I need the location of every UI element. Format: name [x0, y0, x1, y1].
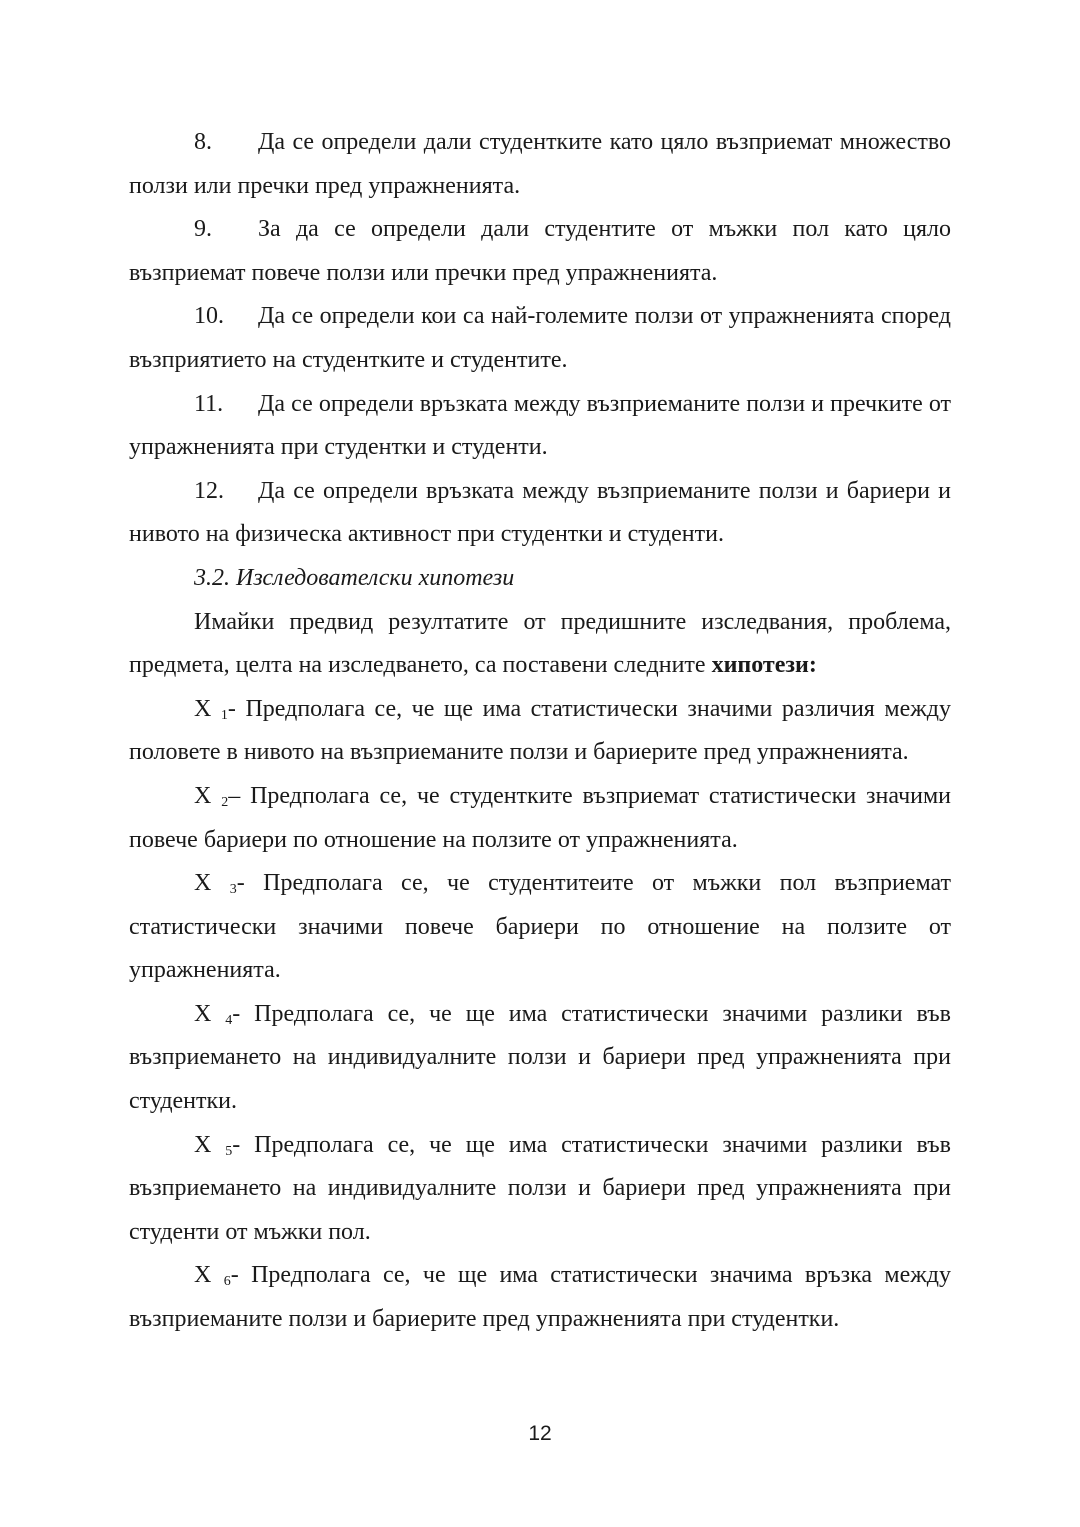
section-intro	[129, 601, 951, 688]
intro-text: Имайки предвид резултатите от предишните изследвания, проблема, предмета, целта на изследването, са поставени следните	[129, 608, 951, 679]
hypothesis-1	[129, 688, 951, 775]
hypothesis-separator: -	[227, 695, 236, 722]
intro-bold-term: хипотези:	[711, 652, 817, 679]
hypothesis-3	[129, 862, 951, 993]
hypothesis-id: Х $_4$	[194, 1000, 233, 1028]
item-text: За да се определи дали студентите от мъжки пол като цяло възприемат повече ползи или пречки пред упражненията.	[129, 216, 951, 286]
numbered-item-8	[129, 121, 951, 208]
hypothesis-2	[129, 775, 951, 862]
hypothesis-text: Предполага се, че ще има статистически значими разлики във възприемането на индивидуалните ползи и бариери пред упражненията при студентки.	[129, 1000, 952, 1115]
hypothesis-text: Предполага се, че студентитеите от мъжки пол възприемат статистически значими повече бариери по отношение на ползите от упражненията.	[129, 870, 952, 984]
hypothesis-5	[129, 1124, 951, 1255]
item-number: 9.	[194, 216, 212, 243]
numbered-item-9	[129, 208, 951, 295]
item-text: Да се определи връзката между възприеманите ползи и бариери и нивото на физическа активност при студентки и студенти.	[129, 477, 951, 548]
hypothesis-id: Х $_1$	[194, 695, 228, 723]
page-number: 12	[528, 1422, 552, 1445]
hypothesis-separator: -	[236, 870, 245, 897]
item-number: 12.	[194, 477, 224, 504]
numbered-item-12	[129, 470, 951, 557]
item-text: Да се определи дали студентките като цяло възприемат множество ползи или пречки пред упражненията.	[129, 129, 951, 199]
hypothesis-text: Предполага се, че ще има статистически значими разлики във възприемането на индивидуалните ползи и бариери пред упражненията при студенти от мъжки пол.	[129, 1131, 952, 1245]
hypothesis-text: Предполага се, че студентките възприемат статистически значими повече бариери по отношение на ползите от упражненията.	[129, 782, 952, 853]
hypothesis-separator: -	[230, 1262, 239, 1289]
section-heading: 3.2. Изследователски хипотези	[194, 564, 515, 591]
hypothesis-id: Х $_5$	[194, 1131, 233, 1159]
hypothesis-separator: –	[228, 782, 241, 809]
hypothesis-text: Предполага се, че ще има статистически значима връзка между възприеманите ползи и бариерите пред упражненията при студентки.	[129, 1262, 952, 1333]
page-content	[129, 121, 951, 1342]
numbered-item-10	[129, 295, 951, 382]
numbered-item-11	[129, 383, 951, 470]
item-number: 8.	[194, 129, 212, 155]
hypothesis-id: Х $_3$	[194, 870, 237, 898]
item-text: Да се определи връзката между възприеманите ползи и пречките от упражненията при студентки и студенти.	[129, 390, 951, 461]
hypothesis-separator: -	[232, 1131, 241, 1158]
hypothesis-4	[129, 993, 951, 1124]
hypothesis-id: Х $_2$	[194, 782, 229, 810]
hypothesis-text: Предполага се, че ще има статистически значими различия между половете в нивото на възприеманите ползи и бариерите пред упражненията.	[129, 695, 952, 766]
item-text: Да се определи кои са най-големите ползи от упражненията според възприятието на студентките и студентите.	[129, 303, 951, 373]
hypothesis-6	[129, 1254, 951, 1341]
hypothesis-id: Х $_6$	[194, 1262, 231, 1290]
hypothesis-separator: -	[232, 1000, 241, 1027]
item-number: 11.	[194, 390, 224, 417]
item-number: 10.	[194, 303, 224, 330]
